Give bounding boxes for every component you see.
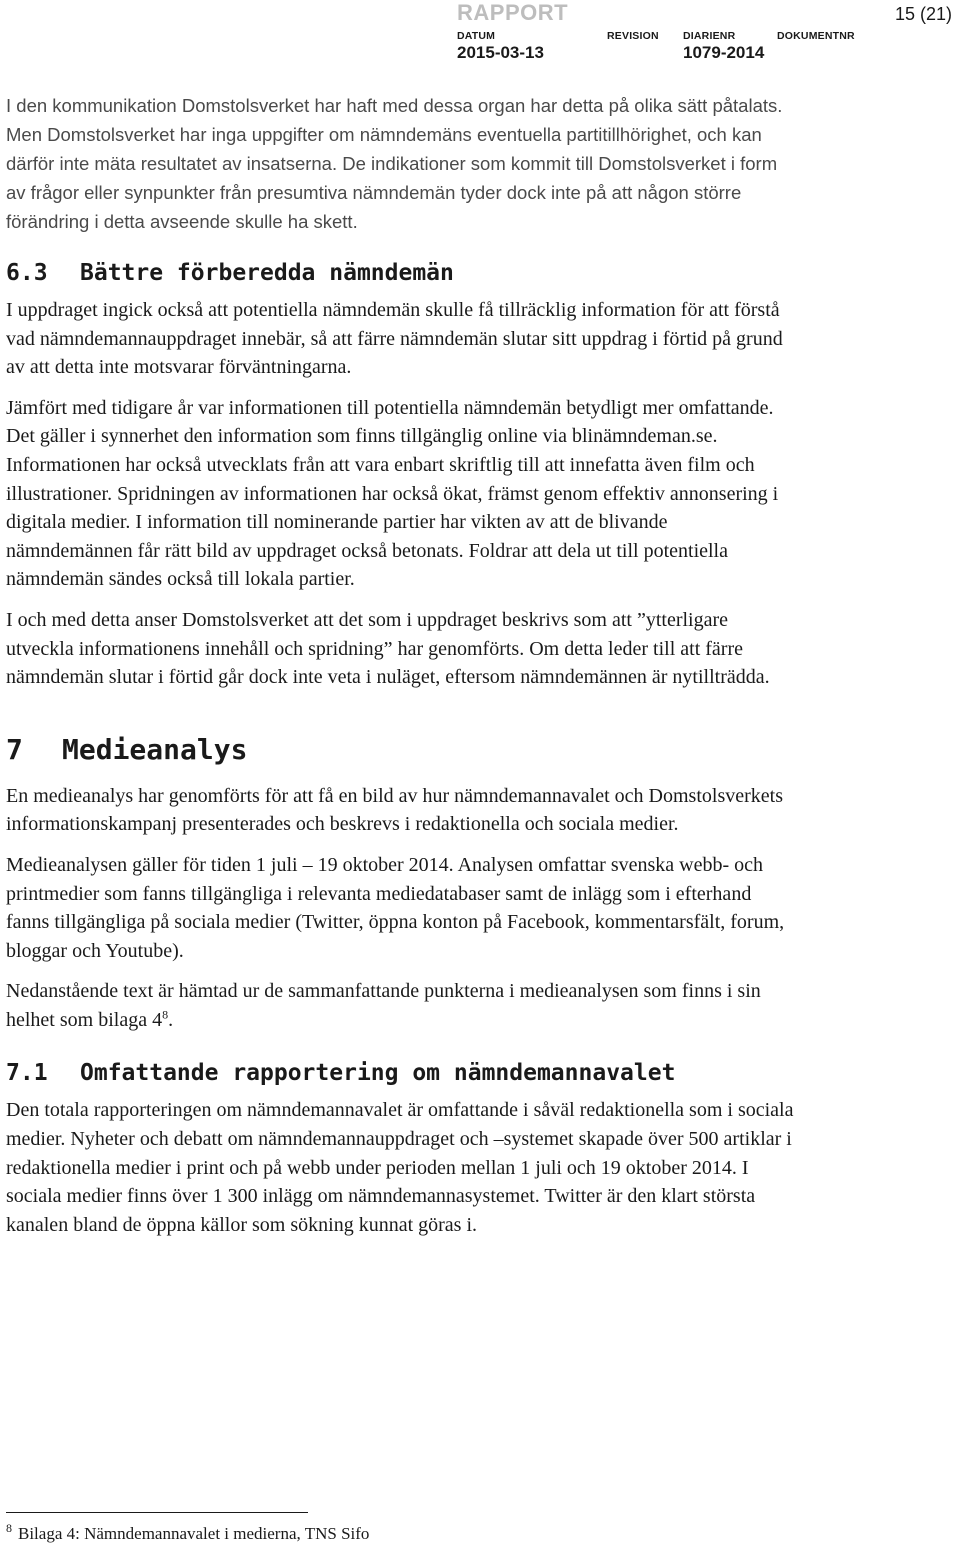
- section-heading-7-1: [6, 1058, 796, 1088]
- section-heading-7: [6, 732, 796, 768]
- revision-label: REVISION: [607, 30, 659, 42]
- footnote-reference[interactable]: 8: [162, 1007, 169, 1022]
- document-body: [6, 91, 796, 1251]
- section-title: Bättre förberedda nämndemän: [80, 260, 454, 286]
- diarienr-value: 1079-2014: [683, 43, 765, 62]
- dokumentnr-label: DOKUMENTNR: [777, 30, 855, 42]
- paragraph: Medieanalysen gäller för tiden 1 juli – 19 oktober 2014. Analysen omfattar svenska webb- och printmedier som fanns tillgängliga i relevanta mediedatabaser samt de inlägg som i efterhand fanns tillgängliga på sociala medier (Twitter, öppna konton på Facebook, kommentarsfält, forum, bloggar och Youtube).: [6, 853, 785, 962]
- section-number: 7.1: [6, 1060, 48, 1087]
- paragraph: I och med detta anser Domstolsverket att det som i uppdraget beskrivs som att ”ytterligare utveckla informationens innehåll och spridning” har genomförts. Om detta leder till att färre nämndemän slutar i förtid går dock inte veta i nuläget, eftersom nämndemännen är nytillträdda.: [6, 608, 770, 689]
- footnote-text: Bilaga 4: Nämndemannavalet i medierna, TNS Sifo: [18, 1524, 370, 1543]
- footnote-divider: [6, 1512, 308, 1513]
- page-header: [0, 0, 960, 70]
- section-title: Medieanalys: [62, 732, 248, 766]
- paragraph: I uppdraget ingick också att potentiella nämndemän skulle få tillräcklig information för att förstå vad nämndemannauppdraget innebär, så att färre nämndemän slutar sitt uppdrag i förtid på grund av att detta inte motsvarar förväntningarna.: [6, 299, 783, 379]
- datum-value: 2015-03-13: [457, 43, 544, 62]
- paragraph-text: Nedanstående text är hämtad ur de sammanfattande punkterna i medieanalysen som finns i sin helhet som bilaga 4: [6, 980, 761, 1031]
- diarienr-label: DIARIENR: [683, 30, 736, 42]
- page-number: 15 (21): [894, 4, 952, 24]
- paragraph: Jämfört med tidigare år var informationen till potentiella nämndemän betydligt mer omfattande. Det gäller i synnerhet den information som finns tillgänglig online via blinämndeman.se. Informationen har också utvecklats från att vara enbart skriftlig till att innefatta även film och illustrationer. Spridningen av informationen har också ökat, främst genom effektiv annonsering i digitala medier. I information till nominerande partier har vikten av att de blivande nämndemännen får rätt bild av uppdraget också betonats. Foldrar att dela ut till potentiella nämndemän sändes också till lokala partier.: [6, 396, 779, 591]
- paragraph-with-footnote: [6, 977, 796, 1034]
- footnote: [6, 1521, 370, 1544]
- paragraph: Den totala rapporteringen om nämndemannavalet är omfattande i såväl redaktionella som i sociala medier. Nyheter och debatt om nämndemannauppdraget och –systemet skapade över 500 artiklar i redaktionella medier i print och på webb under perioden mellan 1 juli och 19 oktober 2014. I sociala medier finns över 1 300 inlägg om nämndemannasystemet. Twitter är den klart största kanalen bland de öppna källor som sökning kunnat göras i.: [6, 1099, 794, 1236]
- paragraph-end: .: [168, 1008, 174, 1031]
- section-title: Omfattande rapportering om nämndemannavalet: [80, 1060, 676, 1087]
- section-number: 7: [6, 732, 23, 766]
- document-type: RAPPORT: [457, 0, 569, 25]
- paragraph: En medieanalys har genomförts för att få en bild av hur nämndemannavalet och Domstolsverkets informationskampanj presenterades och beskrevs i redaktionella och sociala medier.: [6, 784, 783, 836]
- footnote-mark: 8: [6, 1521, 12, 1536]
- section-number: 6.3: [6, 260, 48, 286]
- datum-label: DATUM: [457, 30, 496, 42]
- intro-paragraph: I den kommunikation Domstolsverket har haft med dessa organ har detta på olika sätt påtalats. Men Domstolsverket har inga uppgifter om nämndemäns eventuella partitillhörighet, och kan därför inte mäta resultatet av insatserna. De indikationer som kommit till Domstolsverket i form av frågor eller synpunkter från presumtiva nämndemän tyder dock inte på att någon större förändring i detta avseende skulle ha skett.: [6, 95, 783, 232]
- section-heading-6-3: [6, 258, 796, 288]
